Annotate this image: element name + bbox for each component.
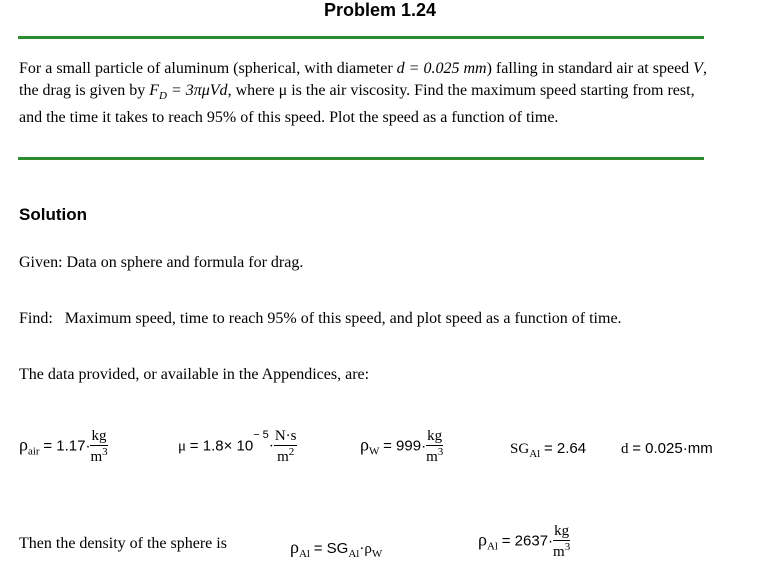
density-value: $\rho_{Al} = 2637\cdot$ $\frac{kg}{m^3}$ xyxy=(478,523,571,560)
statement-text-3: , the drag is given by xyxy=(19,60,707,99)
statement-text-4: , where μ is the air viscosity. Find the maximum speed starting from rest, and the time it takes to reach 95% of this speed. Plot the speed as a function of time. xyxy=(19,82,695,127)
diameter-equation: d = 0.025·mm xyxy=(621,440,713,457)
find-label: Find: xyxy=(19,310,53,327)
statement-text-1: For a small particle of aluminum (spherical, with diameter xyxy=(19,60,397,77)
problem-statement xyxy=(19,58,719,129)
find-text: Maximum speed, time to reach 95% of this speed, and plot speed as a function of time. xyxy=(64,310,622,327)
rho-air-equation: $\rho_{air} = 1.17\cdot$ $\frac{kg}{m^3}$ xyxy=(19,428,108,465)
divider-bottom xyxy=(18,157,704,160)
given-text: Given: Data on sphere and formula for drag. xyxy=(19,254,304,271)
data-intro: The data provided, or available in the Appendices, are: xyxy=(19,366,370,383)
rho-water-equation: $\rho_W = 999\cdot$ $\frac{kg}{m^3}$ xyxy=(360,428,444,465)
page-title: Problem 1.24 xyxy=(323,0,437,20)
divider-top xyxy=(18,36,704,39)
find-line xyxy=(19,310,622,328)
drag-formula: $F_D = 3\pi\mu Vd$ xyxy=(149,82,228,103)
statement-text-2: ) falling in standard air at speed xyxy=(486,60,694,77)
mu-equation: $\mu = 1.8\times 10^{- 5}\cdot$ $\frac{N\cdot s}{m^2}$ xyxy=(178,428,297,465)
solution-heading: Solution xyxy=(19,205,87,224)
speed-symbol: V xyxy=(693,60,703,77)
density-formula: $\rho_{Al} = SG_{Al}\cdot\rho_W$ xyxy=(290,537,383,560)
density-intro: Then the density of the sphere is xyxy=(19,535,227,552)
diameter-expression: d = 0.025 mm xyxy=(396,60,487,77)
sg-al-equation: $SG_{Al} = 2.64$ xyxy=(510,440,587,460)
